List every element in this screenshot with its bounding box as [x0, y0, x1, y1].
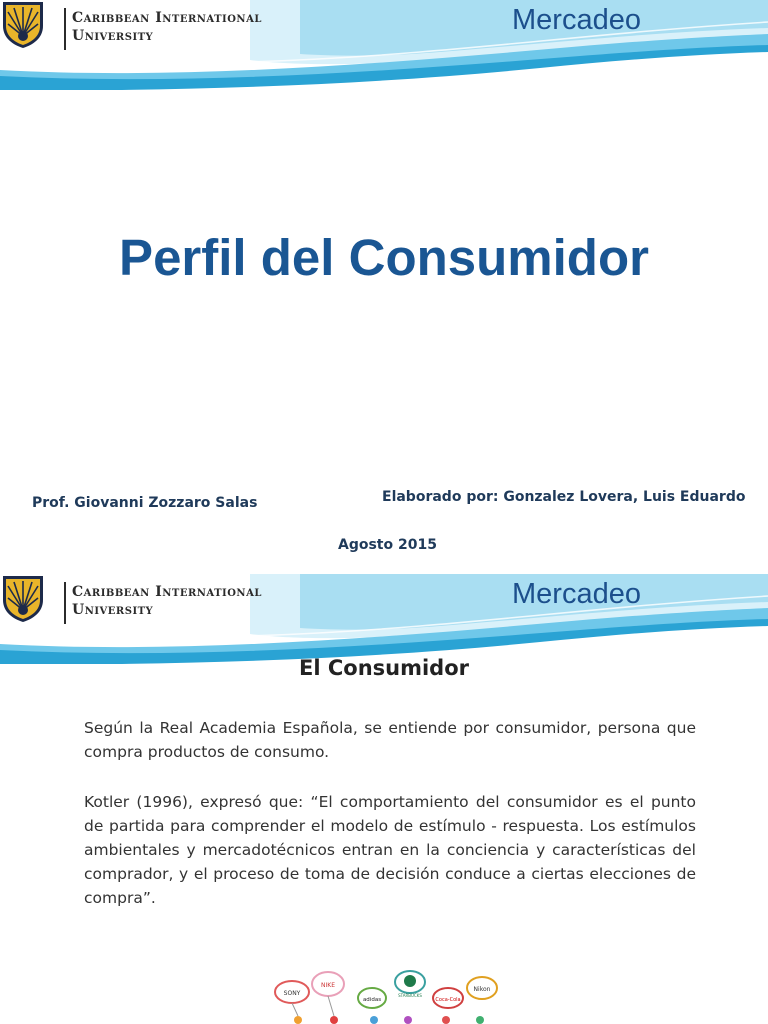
logo-divider — [64, 8, 66, 50]
presentation-date: Agosto 2015 — [338, 537, 437, 553]
bubble-cocacola — [433, 988, 463, 1024]
brand-label-adidas: adidas — [362, 997, 382, 1003]
bubble-sony — [275, 981, 309, 1024]
header-banner — [0, 0, 768, 90]
bubble-starbucks — [395, 971, 425, 1024]
brand-label-cocacola: Coca-Cola — [435, 997, 461, 1003]
bubble-nike — [312, 972, 344, 1024]
brand-label-nike: NIKE — [321, 982, 335, 989]
brand-bubbles-illustration — [270, 968, 500, 1024]
content-slide — [0, 574, 768, 1024]
university-shield-icon — [0, 574, 46, 624]
university-name-line2: University — [72, 602, 154, 618]
course-name: Mercadeo — [512, 4, 641, 36]
bubble-adidas — [358, 988, 386, 1024]
university-name-line1: Caribbean International — [72, 584, 262, 600]
presentation-title: Perfil del Consumidor — [119, 229, 649, 286]
section-title: El Consumidor — [299, 656, 469, 680]
university-name-line1: Caribbean International — [72, 10, 262, 26]
bubble-nikon — [467, 977, 497, 1024]
definition-paragraph: Según la Real Academia Española, se entiende por consumidor, persona que compra productos de consumo. — [84, 719, 696, 761]
brand-label-starbucks: STARBUCKS — [398, 993, 422, 998]
kotler-quote-paragraph: Kotler (1996), expresó que: “El comportamiento del consumidor es el punto de partida para comprender el modelo de estímulo - respuesta. Los estímulos ambientales y mercadotécnicos entran en la conciencia y características del comprador, y el proceso de toma de decisión conduce a ciertas elecciones de compra”. — [84, 793, 696, 907]
course-name: Mercadeo — [512, 578, 641, 610]
university-shield-icon — [0, 0, 46, 50]
author-credit: Elaborado por: Gonzalez Lovera, Luis Eduardo — [382, 489, 746, 505]
university-name-line2: University — [72, 28, 154, 44]
header-banner — [0, 574, 768, 664]
professor-name: Prof. Giovanni Zozzaro Salas — [32, 495, 258, 511]
brand-label-nikon: Nikon — [473, 986, 491, 993]
brand-label-sony: SONY — [283, 990, 301, 997]
logo-divider — [64, 582, 66, 624]
